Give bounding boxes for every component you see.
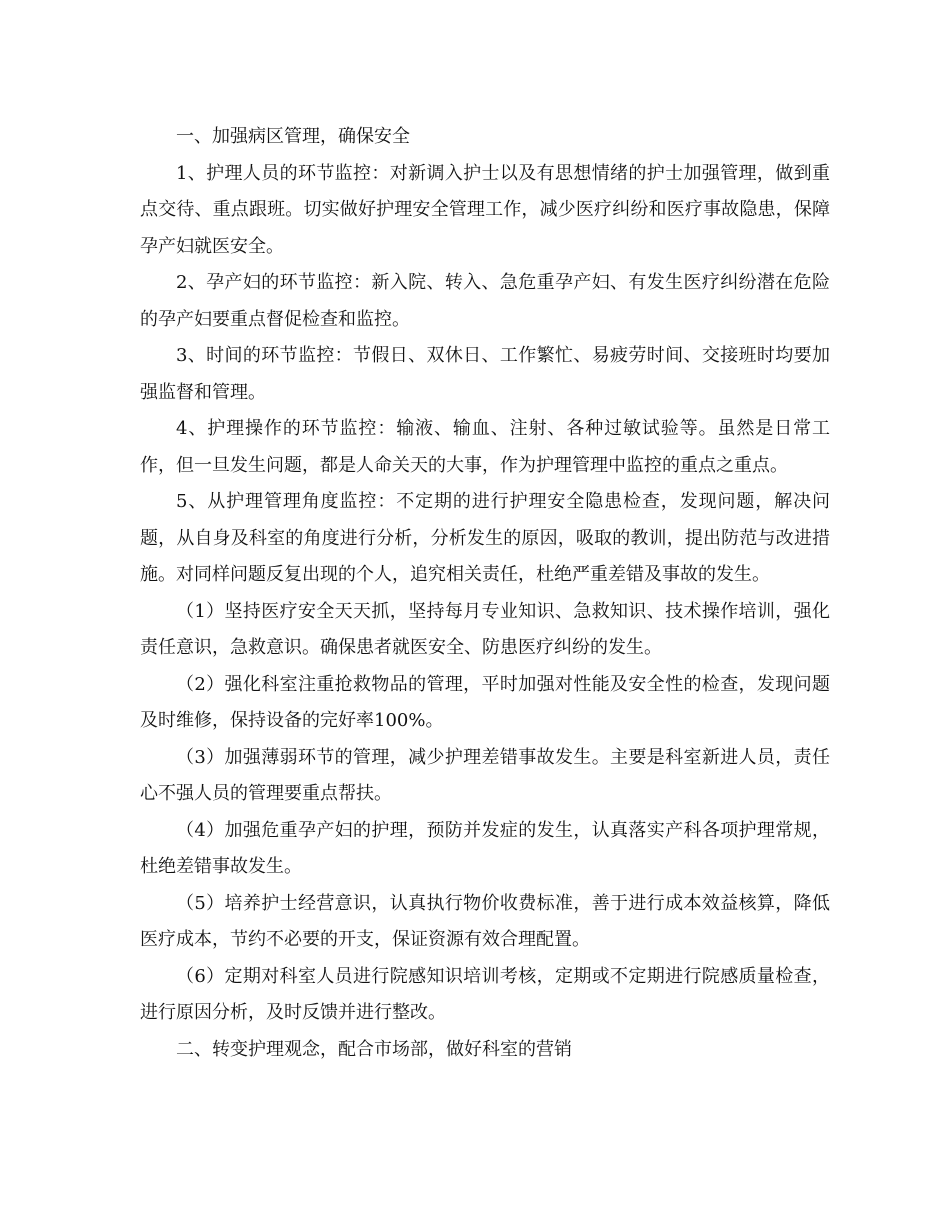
sub-item-5: （5）培养护士经营意识，认真执行物价收费标准，善于进行成本效益核算，降低医疗成本，节约不必要的开支，保证资源有效合理配置。 xyxy=(140,892,830,950)
sub-item-4: （4）加强危重孕产妇的护理，预防并发症的发生，认真落实产科各项护理常规，杜绝差错事故发生。 xyxy=(140,819,830,877)
sub-item-2: （2）强化科室注重抢救物品的管理，平时加强对性能及安全性的检查，发现问题及时维修，保持设备的完好率100%。 xyxy=(140,673,830,731)
sub-item-3: （3）加强薄弱环节的管理，减少护理差错事故发生。主要是科室新进人员，责任心不强人员的管理要重点帮扶。 xyxy=(140,746,830,804)
sub-item-6: （6）定期对科室人员进行院感知识培训考核，定期或不定期进行院感质量检查，进行原因分析，及时反馈并进行整改。 xyxy=(140,965,830,1023)
section-heading-1: 一、加强病区管理，确保安全 xyxy=(176,126,410,147)
document-body xyxy=(140,119,830,1068)
paragraph-item-3: 3、时间的环节监控：节假日、双休日、工作繁忙、易疲劳时间、交接班时均要加强监督和管理。 xyxy=(140,345,830,403)
paragraph-item-1: 1、护理人员的环节监控：对新调入护士以及有思想情绪的护士加强管理，做到重点交待、重点跟班。切实做好护理安全管理工作，减少医疗纠纷和医疗事故隐患，保障孕产妇就医安全。 xyxy=(140,162,830,257)
paragraph-item-4: 4、护理操作的环节监控：输液、输血、注射、各种过敏试验等。虽然是日常工作，但一旦发生问题，都是人命关天的大事，作为护理管理中监控的重点之重点。 xyxy=(140,418,830,476)
paragraph-item-2: 2、孕产妇的环节监控：新入院、转入、急危重孕产妇、有发生医疗纠纷潜在危险的孕产妇要重点督促检查和监控。 xyxy=(140,272,830,330)
sub-item-1: （1）坚持医疗安全天天抓，坚持每月专业知识、急救知识、技术操作培训，强化责任意识，急救意识。确保患者就医安全、防患医疗纠纷的发生。 xyxy=(140,600,830,658)
section-heading-2: 二、转变护理观念，配合市场部，做好科室的营销 xyxy=(176,1038,572,1060)
paragraph-item-5: 5、从护理管理角度监控：不定期的进行护理安全隐患检查，发现问题，解决问题，从自身及科室的角度进行分析，分析发生的原因，吸取的教训，提出防范与改进措施。对同样问题反复出现的个人，追究相关责任，杜绝严重差错及事故的发生。 xyxy=(140,491,830,585)
